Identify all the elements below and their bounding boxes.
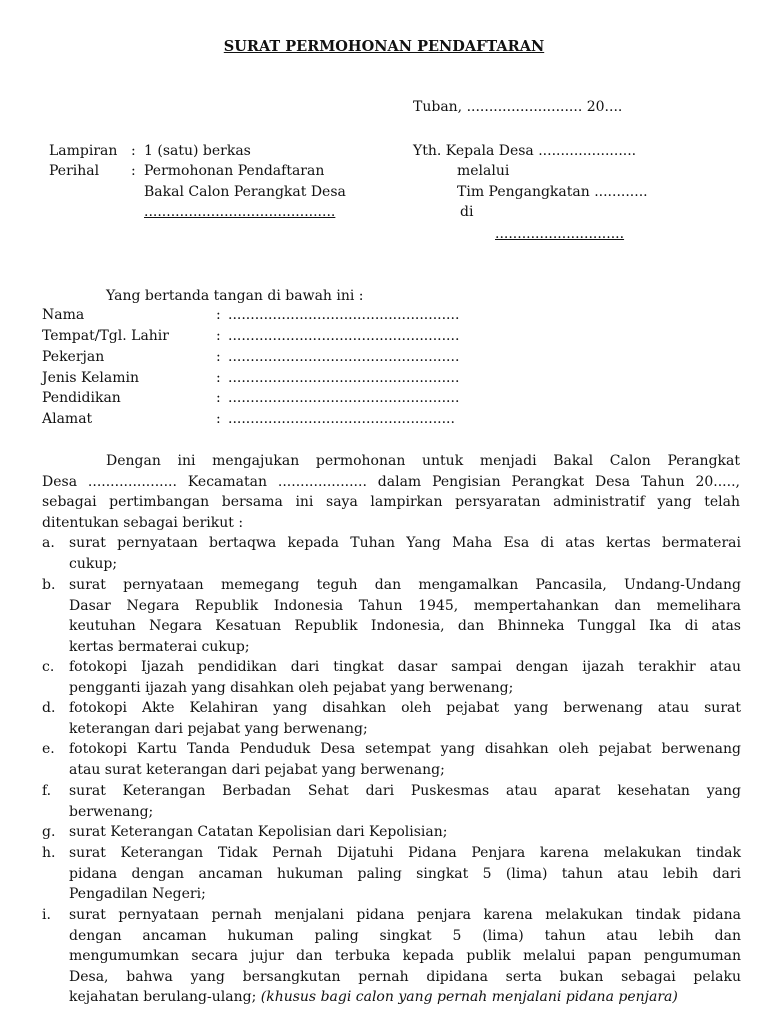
body-line: ditentukan sebagai berikut : — [42, 514, 244, 531]
list-line: surat pernyataan bertaqwa kepada Tuhan Yang Maha Esa di atas kertas bermaterai — [69, 535, 741, 551]
field-label: Pendidikan — [42, 390, 121, 406]
recipient-via: melalui — [457, 163, 510, 179]
field-value: .................................................... — [228, 390, 460, 406]
recipient-team: Tim Pengangkatan ............ — [457, 184, 648, 200]
recipient-place: ............................. — [495, 226, 625, 242]
lampiran-value: 1 (satu) berkas — [144, 143, 251, 159]
body-paragraph — [42, 451, 740, 533]
list-line: dengan ancaman hukuman paling singkat 5 (lima) tahun atau lebih dan — [69, 927, 741, 944]
lampiran-label: Lampiran — [49, 143, 118, 159]
body-line: Dengan ini mengajukan permohonan untuk menjadi Bakal Calon Perangkat — [106, 453, 740, 469]
place-date: Tuban, .......................... 20.... — [413, 99, 623, 115]
perihal-line-2: Bakal Calon Perangkat Desa — [144, 184, 346, 200]
perihal-colon: : — [131, 163, 136, 179]
field-value: .................................................... — [228, 370, 460, 386]
list-line: keterangan dari pejabat yang berwenang; — [69, 720, 368, 737]
list-line: cukup; — [69, 555, 118, 572]
list-line: fotokopi Kartu Tanda Penduduk Desa setempat yang disahkan oleh pejabat berwenang — [69, 741, 741, 757]
list-marker: f. — [42, 783, 52, 799]
list-line: surat Keterangan Tidak Pernah Dijatuhi Pidana Penjara karena melakukan tindak — [69, 845, 741, 861]
recipient-line: Yth. Kepala Desa ...................... — [413, 143, 637, 159]
list-marker: e. — [42, 741, 55, 757]
field-row: Alamat : ................................................... — [42, 409, 742, 430]
lampiran-colon: : — [131, 143, 136, 159]
list-line: mengumumkan secara jujur dan terbuka kepada publik melalui papan pengumuman — [69, 948, 741, 964]
field-value: .................................................... — [228, 307, 460, 323]
field-row: Nama : .................................................... — [42, 305, 742, 326]
field-row: Jenis Kelamin : .................................................... — [42, 368, 742, 389]
list-line: surat pernyataan memegang teguh dan mengamalkan Pancasila, Undang-Undang — [69, 577, 741, 593]
list-line: pengganti ijazah yang disahkan oleh pejabat yang berwenang; — [69, 679, 514, 696]
body-line: sebagai pertimbangan bersama ini saya lampirkan persyaratan administratif yang telah — [42, 494, 740, 510]
list-marker: d. — [42, 700, 56, 716]
field-value: .................................................... — [228, 349, 460, 365]
list-line: Dasar Negara Republik Indonesia Tahun 1945, mempertahankan dan memelihara — [69, 597, 741, 614]
list-marker: a. — [42, 535, 55, 551]
list-line: kertas bermaterai cukup; — [69, 638, 250, 655]
perihal-label: Perihal — [49, 163, 100, 179]
list-line: fotokopi Akte Kelahiran yang disahkan oleh pejabat yang berwenang atau surat — [69, 700, 741, 716]
list-line: keutuhan Negara Kesatuan Republik Indonesia, dan Bhinneka Tunggal Ika di atas — [69, 618, 741, 634]
list-marker: c. — [42, 659, 55, 675]
italic-note: (khusus bagi calon yang pernah menjalani pidana penjara) — [260, 989, 678, 1005]
field-label: Nama — [42, 307, 85, 323]
list-marker: h. — [42, 845, 56, 861]
field-value: ................................................... — [228, 411, 455, 427]
list-line: Pengadilan Negeri; — [69, 886, 206, 902]
perihal-line-1: Permohonan Pendaftaran — [144, 163, 325, 179]
recipient-at: di — [460, 204, 474, 220]
list-marker: i. — [42, 907, 51, 923]
field-label: Pekerjan — [42, 349, 105, 365]
list-line: berwenang; — [69, 803, 154, 820]
field-label: Jenis Kelamin — [42, 370, 139, 386]
list-line: kejahatan berulang-ulang; — [69, 989, 257, 1005]
body-line: Desa .................... Kecamatan .................... dalam Pengisian Perangkat Desa Tahun 20....., — [42, 473, 740, 490]
list-line: surat Keterangan Catatan Kepolisian dari Kepolisian; — [69, 824, 448, 840]
list-line: pidana dengan ancaman hukuman paling singkat 5 (lima) tahun atau lebih dari — [69, 865, 741, 882]
field-label: Alamat — [42, 411, 93, 427]
list-line: surat pernyataan pernah menjalani pidana penjara karena melakukan tindak pidana — [69, 907, 741, 923]
list-line: fotokopi Ijazah pendidikan dari tingkat dasar sampai dengan ijazah terakhir atau — [69, 659, 741, 675]
list-line: surat Keterangan Berbadan Sehat dari Puskesmas atau aparat kesehatan yang — [69, 783, 741, 799]
field-row: Tempat/Tgl. Lahir : .................................................... — [42, 326, 742, 347]
field-row: Pekerjan : .................................................... — [42, 347, 742, 368]
intro-text: Yang bertanda tangan di bawah ini : — [106, 288, 364, 304]
list-line: Desa, bahwa yang bersangkutan pernah dipidana serta bukan sebagai pelaku — [69, 968, 741, 985]
field-label: Tempat/Tgl. Lahir — [42, 328, 169, 344]
list-marker: b. — [42, 577, 56, 593]
field-row: Pendidikan : .................................................... — [42, 388, 742, 409]
list-line-with-note — [69, 987, 741, 1008]
perihal-line-3: ........................................... — [144, 204, 336, 220]
list-line: atau surat keterangan dari pejabat yang berwenang; — [69, 761, 445, 778]
document-title: SURAT PERMOHONAN PENDAFTARAN — [223, 38, 545, 55]
field-value: .................................................... — [228, 328, 460, 344]
list-marker: g. — [42, 824, 56, 840]
